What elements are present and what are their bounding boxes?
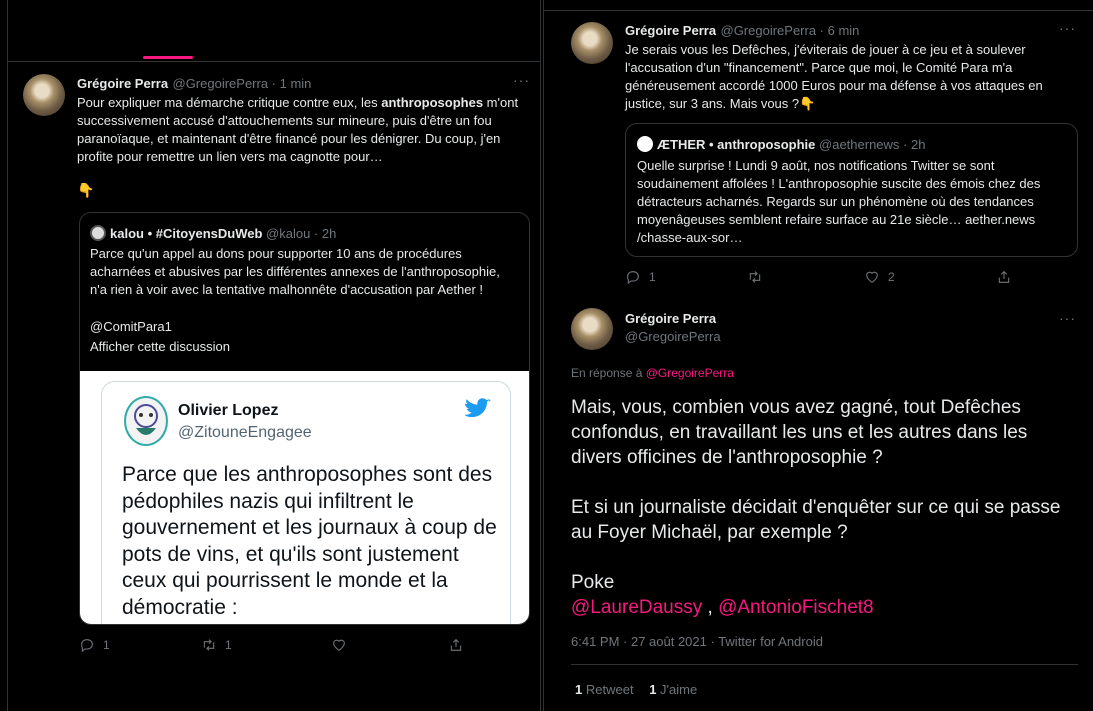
tweet-paragraph: Mais, vous, combien vous avez gagné, tout Defêches confondus, en travaillant les uns et les autres dans les divers officines de l'anthroposophie ? [571,397,1028,468]
author-handle[interactable]: @GregoirePerra · 6 min [720,23,860,38]
like-stat[interactable]: 1 J'aime [649,682,698,697]
reply-context [571,366,734,380]
avatar [90,225,106,241]
engagement-stats [575,682,697,697]
author-name[interactable]: Grégoire Perra [625,311,717,326]
more-options-icon[interactable]: ··· [1059,20,1076,36]
tweet-paragraph: Poke [571,572,615,593]
retweet-button[interactable] [201,637,331,653]
show-thread-link[interactable]: Afficher cette discussion [90,339,230,354]
retweet-icon [201,637,217,653]
embedded-tweet-card [101,381,511,625]
retweet-stat[interactable]: 1 Retweet [575,682,634,697]
quoted-tweet[interactable] [79,212,530,625]
left-column-border [7,0,8,711]
mention-separator: , [702,597,719,618]
quote-header [90,225,336,241]
reply-button[interactable] [625,269,747,285]
share-button[interactable] [448,637,464,653]
author-name[interactable]: Grégoire Perra [77,76,169,91]
pointing-down-emoji: 👇 [77,182,95,198]
divider [571,664,1078,665]
embedded-handle: @ZitouneEngagee [178,424,312,441]
embedded-text: Parce que les anthroposophes sont des pédophiles nazis qui infiltrent le gouvernement et les journaux à coup de pots de vins, et qu'ils sont justement ceux qui pourrissent le monde et la démocratie : [122,463,497,619]
active-tab-indicator [143,56,193,59]
retweet-button[interactable] [747,269,864,285]
reply-count: 1 [103,638,110,652]
tweet-header [77,75,311,93]
left-column-border-right [540,0,541,711]
mention-link[interactable]: @AntonioFischet8 [718,597,874,618]
like-button[interactable] [331,637,448,653]
reply-button[interactable] [79,637,201,653]
reply-prefix: En réponse à [571,366,646,380]
share-icon [996,269,1012,285]
avatar[interactable] [23,74,65,116]
quote-text: Quelle surprise ! Lundi 9 août, nos notifications Twitter se sont soudainement affolées ! L'anthroposophie suscite des émois chez des détracteurs acharnés. Regards sur un phénomène où des tendances moyenâgeuses semblent refaire surface au 21e siècle… aether.news /chasse-aux-sor… [637,158,1041,245]
quote-header [637,136,925,152]
quoted-tweet[interactable] [625,123,1078,257]
twitter-bird-icon [465,398,491,425]
author-name[interactable]: Grégoire Perra [625,23,717,38]
left-timeline [0,0,541,711]
reply-icon [79,637,95,653]
quote-author: ÆTHER • anthroposophie [657,137,816,152]
right-column-border [543,0,544,711]
embedded-image[interactable] [80,371,530,625]
quote-handle: @kalou · 2h [266,226,337,241]
author-handle[interactable]: @GregoirePerra · 1 min [172,76,312,91]
share-button[interactable] [996,269,1012,285]
right-thread [543,0,1093,711]
share-icon [448,637,464,653]
more-options-icon[interactable]: ··· [1059,310,1076,326]
reply-icon [625,269,641,285]
avatar [124,396,168,446]
retweet-icon [747,269,763,285]
tweet-text: Pour expliquer ma démarche critique contre eux, les anthroposophes m'ont successivement accusé d'attouchements sur mineure, puis d'être un fou paranoïaque, et maintenant d'être financé pour les dénigrer. Du coup, j'en profite pour remettre un lien vers ma cagnotte pour… [77,95,519,164]
tweet-header [625,22,859,40]
quote-author: kalou • #CitoyensDuWeb [110,226,263,241]
quote-mention[interactable]: @ComitPara1 [90,319,172,334]
tweet-mentions [571,595,1081,620]
quote-handle: @aethernews · 2h [819,137,926,152]
mention-link[interactable]: @LaureDaussy [571,597,703,618]
quote-text: Parce qu'un appel au dons pour supporter 10 ans de procédures acharnées et abusives par les différentes annexes de l'anthroposophie, n'a rien à voir avec la tentative malhonnête d'accusation par Aether ! [90,246,500,297]
like-button[interactable] [864,269,996,285]
heart-icon [331,637,347,653]
tweet-text [571,395,1081,620]
embedded-author: Olivier Lopez [178,402,279,419]
more-options-icon[interactable]: ··· [513,72,530,88]
tweet-paragraph: Et si un journaliste décidait d'enquêter sur ce qui se passe au Foyer Michaël, par exemple ? [571,497,1061,543]
reply-count: 1 [649,270,656,284]
divider [8,61,540,62]
avatar[interactable] [571,22,613,64]
avatar[interactable] [571,308,613,350]
like-count: 2 [888,270,895,284]
tweet-timestamp[interactable]: 6:41 PM · 27 août 2021 · Twitter for Android [571,634,823,649]
tweet-text: Je serais vous les Defêches, j'éviterais de jouer à ce jeu et à soulever l'accusation d'un "financement". Parce que moi, le Comité Para m'a généreusement accordé 1000 Euros pour ma défense à vos attaques en justice, sur 3 ans. Mais vous ?👇 [625,42,1043,111]
divider [544,10,1093,11]
author-handle[interactable]: @GregoirePerra [625,329,721,344]
tweet-actions [625,269,1012,285]
aether-logo-icon [637,136,653,152]
retweet-count: 1 [225,638,232,652]
heart-icon [864,269,880,285]
tweet-actions [79,637,464,653]
reply-to-link[interactable]: @GregoirePerra [645,366,734,380]
